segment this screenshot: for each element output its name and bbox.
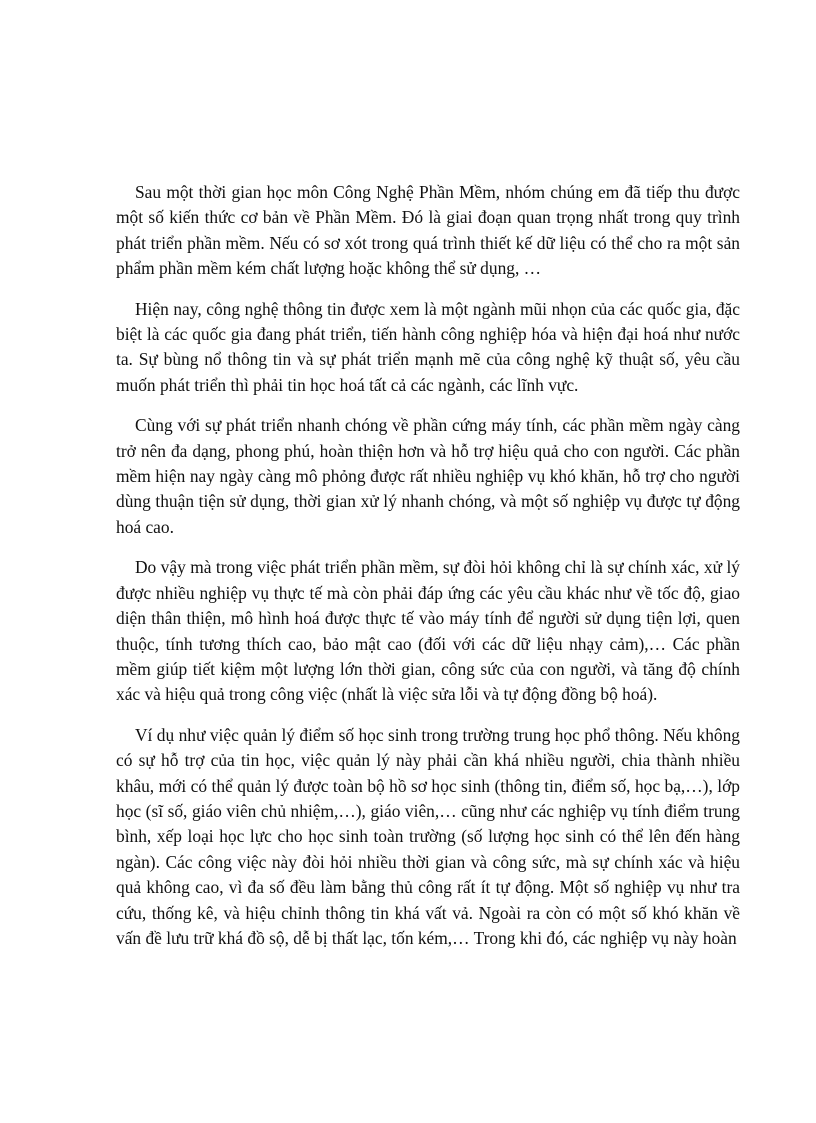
paragraph-example: Ví dụ như việc quản lý điểm số học sinh trong trường trung học phổ thông. Nếu không có sự hỗ trợ của tin học, việc quản lý này phải cần khá nhiều người, chia thành nhiều khâu, mới có thể quản lý được toàn bộ hồ sơ học sinh (thông tin, điểm số, học bạ,…), lớp học (sĩ số, giáo viên chủ nhiệm,…), giáo viên,… cũng như các nghiệp vụ tính điểm trung bình, xếp loại học lực cho học sinh toàn trường (số lượng học sinh có thể lên đến hàng ngàn). Các công việc này đòi hỏi nhiều thời gian và công sức, mà sự chính xác và hiệu quả không cao, vì đa số đều làm bằng thủ công rất ít tự động. Một số nghiệp vụ như tra cứu, thống kê, và hiệu chỉnh thông tin khá vất vả. Ngoài ra còn có một số khó khăn về vấn đề lưu trữ khá đồ sộ, dễ bị thất lạc, tốn kém,… Trong khi đó, các nghiệp vụ này hoàn bbox=[116, 724, 740, 948]
paragraph-requirements: Do vậy mà trong việc phát triển phần mềm, sự đòi hỏi không chỉ là sự chính xác, xử lý được nhiều nghiệp vụ thực tế mà còn phải đáp ứng các yêu cầu khác như về tốc độ, giao diện thân thiện, mô hình hoá được thực tế vào máy tính để người sử dụng tiện lợi, quen thuộc, tính tương thích cao, bảo mật cao (đối với các dữ liệu nhạy cảm),… Các phần mềm giúp tiết kiệm một lượng lớn thời gian, công sức của con người, và tăng độ chính xác và hiệu quả trong công việc (nhất là việc sửa lỗi và tự động đồng bộ hoá). bbox=[116, 557, 740, 705]
paragraph-software-growth: Cùng với sự phát triển nhanh chóng về phần cứng máy tính, các phần mềm ngày càng trở nên đa dạng, phong phú, hoàn thiện hơn và hỗ trợ hiệu quả cho con người. Các phần mềm hiện nay ngày càng mô phỏng được rất nhiều nghiệp vụ khó khăn, hỗ trợ cho người dùng thuận tiện sử dụng, thời gian xử lý nhanh chóng, và một số nghiệp vụ được tự động hoá cao. bbox=[116, 415, 740, 537]
document-body bbox=[116, 180, 740, 966]
paragraph-it-industry: Hiện nay, công nghệ thông tin được xem là một ngành mũi nhọn của các quốc gia, đặc biệt là các quốc gia đang phát triển, tiến hành công nghiệp hóa và hiện đại hoá như nước ta. Sự bùng nổ thông tin và sự phát triển mạnh mẽ của công nghệ kỹ thuật số, yêu cầu muốn phát triển thì phải tin học hoá tất cả các ngành, các lĩnh vực. bbox=[116, 298, 740, 395]
paragraph-intro: Sau một thời gian học môn Công Nghệ Phần Mềm, nhóm chúng em đã tiếp thu được một số kiến thức cơ bản về Phần Mềm. Đó là giai đoạn quan trọng nhất trong quy trình phát triển phần mềm. Nếu có sơ xót trong quá trình thiết kế dữ liệu có thể cho ra một sản phẩm phần mềm kém chất lượng hoặc không thể sử dụng, … bbox=[116, 182, 740, 279]
